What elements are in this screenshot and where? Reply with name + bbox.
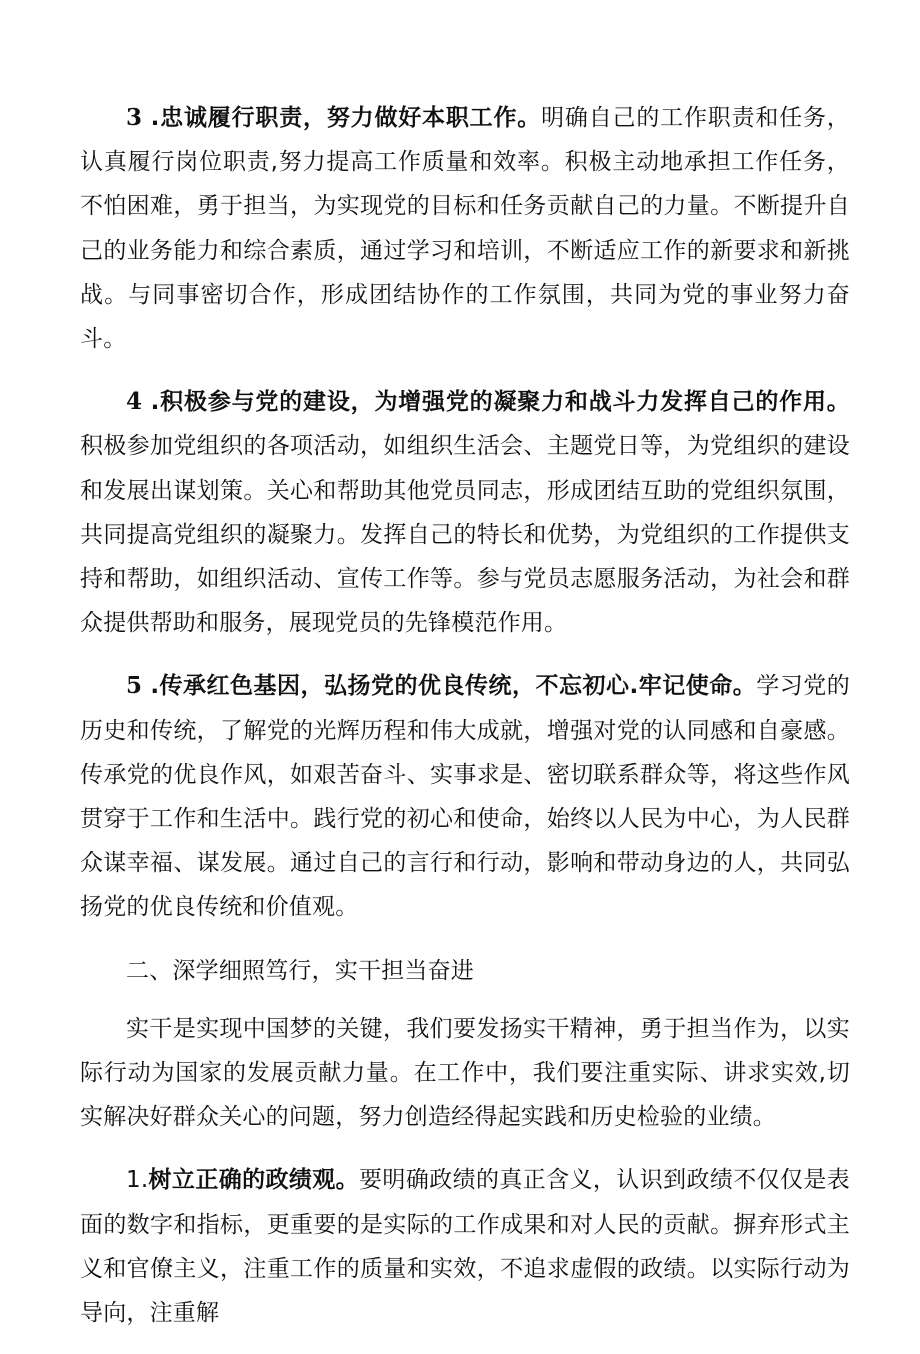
paragraph-item-4	[80, 380, 850, 645]
section-heading: 二、深学细照笃行，实干担当奋进	[126, 957, 474, 984]
item-lead-sentence: .忠诚履行职责，努力做好本职工作。	[150, 105, 542, 131]
item-lead-sentence: .积极参与党的建设，为增强党的凝聚力和战斗力发挥自己的作用。	[150, 389, 850, 416]
item-body-text: 积极参加党组织的各项活动，如组织生活会、主题党日等，为党组织的建设和发展出谋划策。关心和帮助其他党员同志，形成团结互助的党组织氛围，共同提高党组织的凝聚力。发挥自己的特长和优势，为党组织的工作提供支持和帮助，如组织活动、宣传工作等。参与党员志愿服务活动，为社会和群众提供帮助和服务，展现党员的先锋模范作用。	[80, 433, 850, 637]
paragraph-item-1	[80, 1158, 850, 1335]
paragraph-item-5	[80, 664, 850, 929]
item-number: 5	[126, 672, 151, 700]
item-lead-sentence: 树立正确的政绩观。	[148, 1167, 360, 1194]
document-page	[80, 96, 850, 1354]
item-body-text: 明确自己的工作职责和任务，认真履行岗位职责,努力提高工作质量和效率。积极主动地承担工作任务，不怕困难，勇于担当，为实现党的目标和任务贡献自己的力量。不断提升自己的业务能力和综合素质，通过学习和培训，不断适应工作的新要求和新挑战。与同事密切合作，形成团结协作的工作氛围，共同为党的事业努力奋斗。	[80, 105, 851, 353]
section-intro-paragraph: 实干是实现中国梦的关键，我们要发扬实干精神，勇于担当作为，以实际行动为国家的发展贡献力量。在工作中，我们要注重实际、讲求实效,切实解决好群众关心的问题，努力创造经得起实践和历史检验的业绩。	[80, 1015, 850, 1131]
item-number: 1.	[126, 1167, 149, 1194]
item-body-text: 学习党的历史和传统，了解党的光辉历程和伟大成就，增强对党的认同感和自豪感。传承党的优良作风，如艰苦奋斗、实事求是、密切联系群众等，将这些作风贯穿于工作和生活中。践行党的初心和使命，始终以人民为中心，为人民群众谋幸福、谋发展。通过自己的言行和行动，影响和带动身边的人，共同弘扬党的优良传统和价值观。	[80, 673, 850, 921]
item-body-text: 要明确政绩的真正含义，认识到政绩不仅仅是表面的数字和指标，更重要的是实际的工作成果和对人民的贡献。摒弃形式主义和官僚主义，注重工作的质量和实效，不追求虚假的政绩。以实际行动为导向，注重解	[80, 1167, 850, 1327]
item-number: 3	[126, 104, 151, 131]
paragraph-item-3	[80, 96, 850, 361]
item-number: 4	[126, 388, 151, 416]
item-lead-sentence: .传承红色基因，弘扬党的优良传统，不忘初心.牢记使命。	[150, 673, 757, 700]
